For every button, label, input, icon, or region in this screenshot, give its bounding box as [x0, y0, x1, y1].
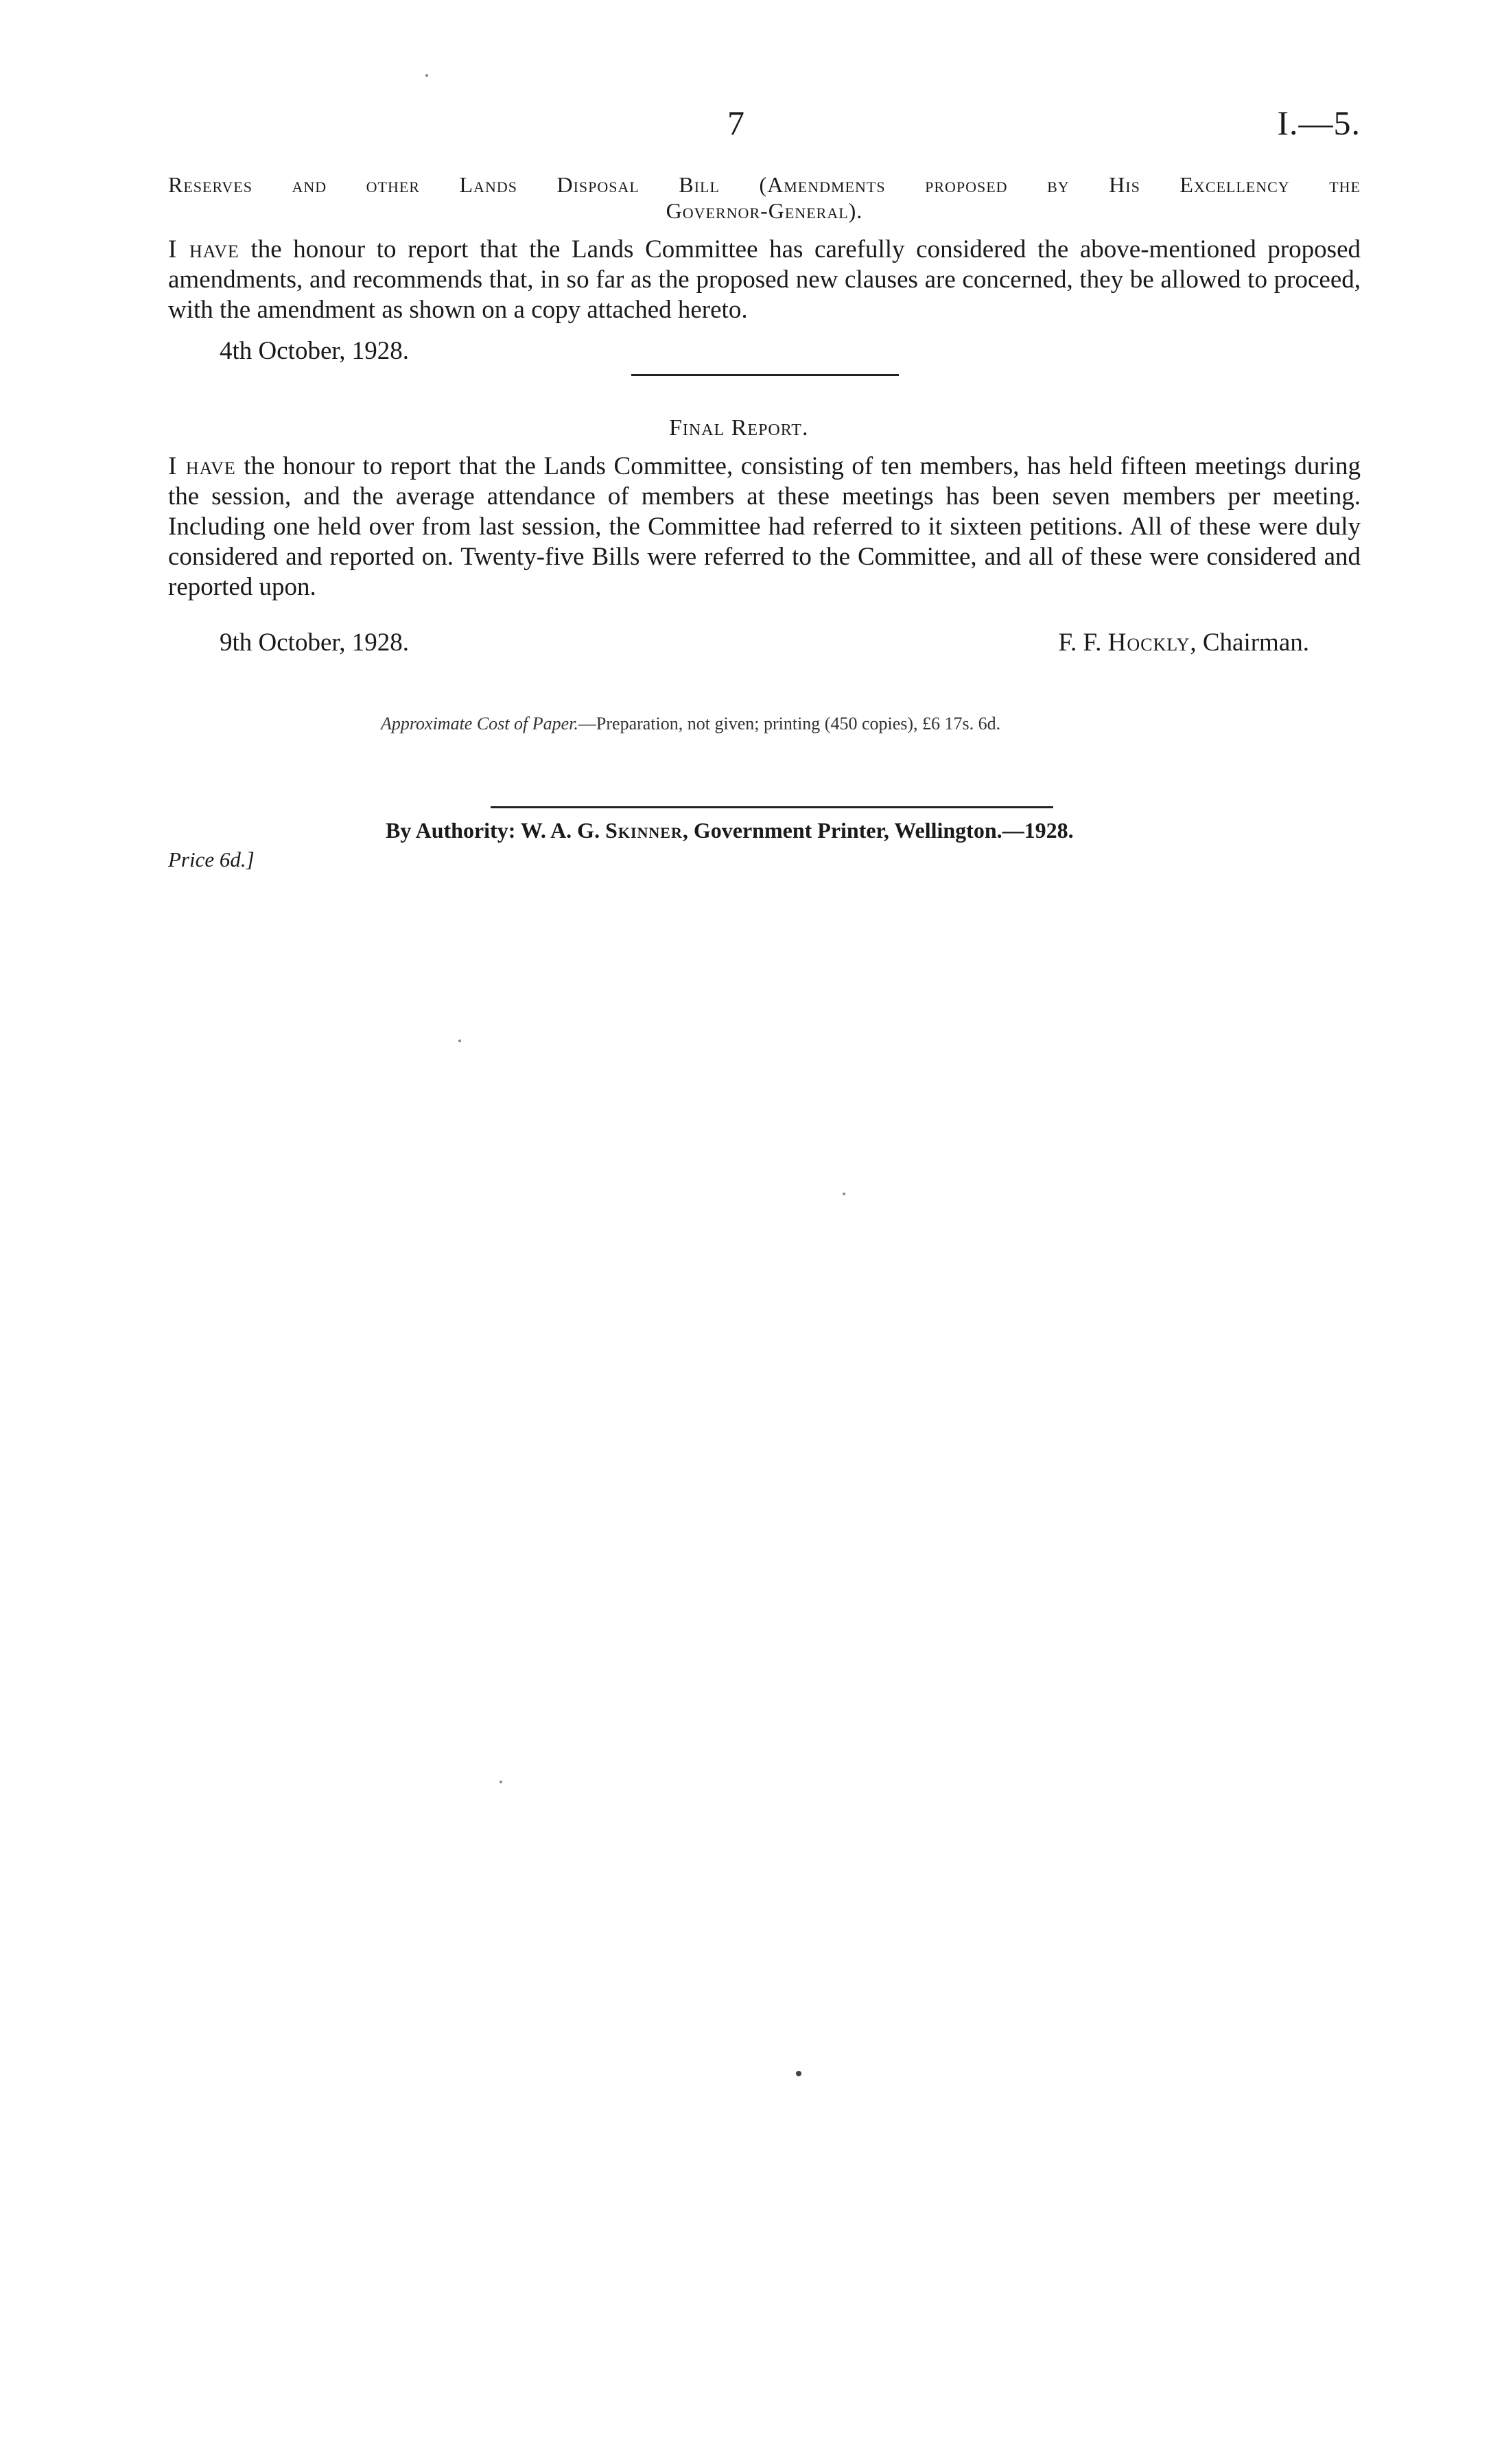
final-report-body: the honour to report that the Lands Committee, consisting of ten members, has held fifteen meetings during the session, and the average attendance of members at these meetings has been seven members per meeting. Including one held over from last session, the Committee had referred to it sixteen petitions. All of these were duly considered and reported on. Twenty-five Bills were referred to the Committee, and all of these were considered and reported upon. — [168, 452, 1361, 601]
amendments-body: the honour to report that the Lands Committee has carefully considered the above-mentioned proposed amendments, and recommends that, in so far as the proposed new clauses are concerned, they be allowed to proceed, with the amendment as shown on a copy attached hereto. — [168, 235, 1361, 324]
cost-note — [381, 714, 1000, 734]
final-report-date: 9th October, 1928. — [220, 629, 409, 657]
section-divider — [631, 374, 899, 376]
imprint-prefix: By Authority: W. A. G. — [386, 818, 606, 843]
page-number: 7 — [727, 104, 744, 142]
imprint-suffix: , Government Printer, Wellington.—1928. — [682, 818, 1074, 843]
final-report-lead-in: I have — [168, 452, 236, 480]
final-report-title: Final Report. — [669, 415, 809, 441]
signatory-role: , Chairman. — [1190, 629, 1309, 657]
amendments-section-title — [168, 172, 1361, 224]
price-note: Price 6d.] — [168, 847, 255, 871]
footer-divider — [491, 806, 1053, 808]
amendments-title-line2: Governor-General). — [666, 198, 863, 223]
scan-speck — [500, 1781, 502, 1783]
cost-text: —Preparation, not given; printing (450 copies), £6 17s. 6d. — [578, 714, 1001, 734]
document-reference: I.—5. — [1277, 104, 1361, 142]
scan-speck — [796, 2071, 801, 2076]
amendments-paragraph — [168, 235, 1361, 325]
printer-imprint — [386, 818, 1074, 843]
amendments-title-line1: Reserves and other Lands Disposal Bill (Amendments proposed by His Excellency the — [168, 172, 1361, 197]
scan-speck — [843, 1193, 845, 1195]
cost-label: Approximate Cost of Paper. — [381, 714, 578, 734]
amendments-lead-in: I have — [168, 235, 239, 263]
scan-speck — [458, 1040, 461, 1042]
amendments-date: 4th October, 1928. — [220, 337, 409, 365]
signature-line — [1058, 628, 1309, 657]
final-report-paragraph — [168, 451, 1361, 602]
imprint-name: Skinner — [605, 818, 683, 843]
scan-speck — [425, 74, 428, 77]
signatory-initials: F. F. — [1058, 629, 1108, 657]
signatory-name: Hockly — [1107, 629, 1190, 657]
